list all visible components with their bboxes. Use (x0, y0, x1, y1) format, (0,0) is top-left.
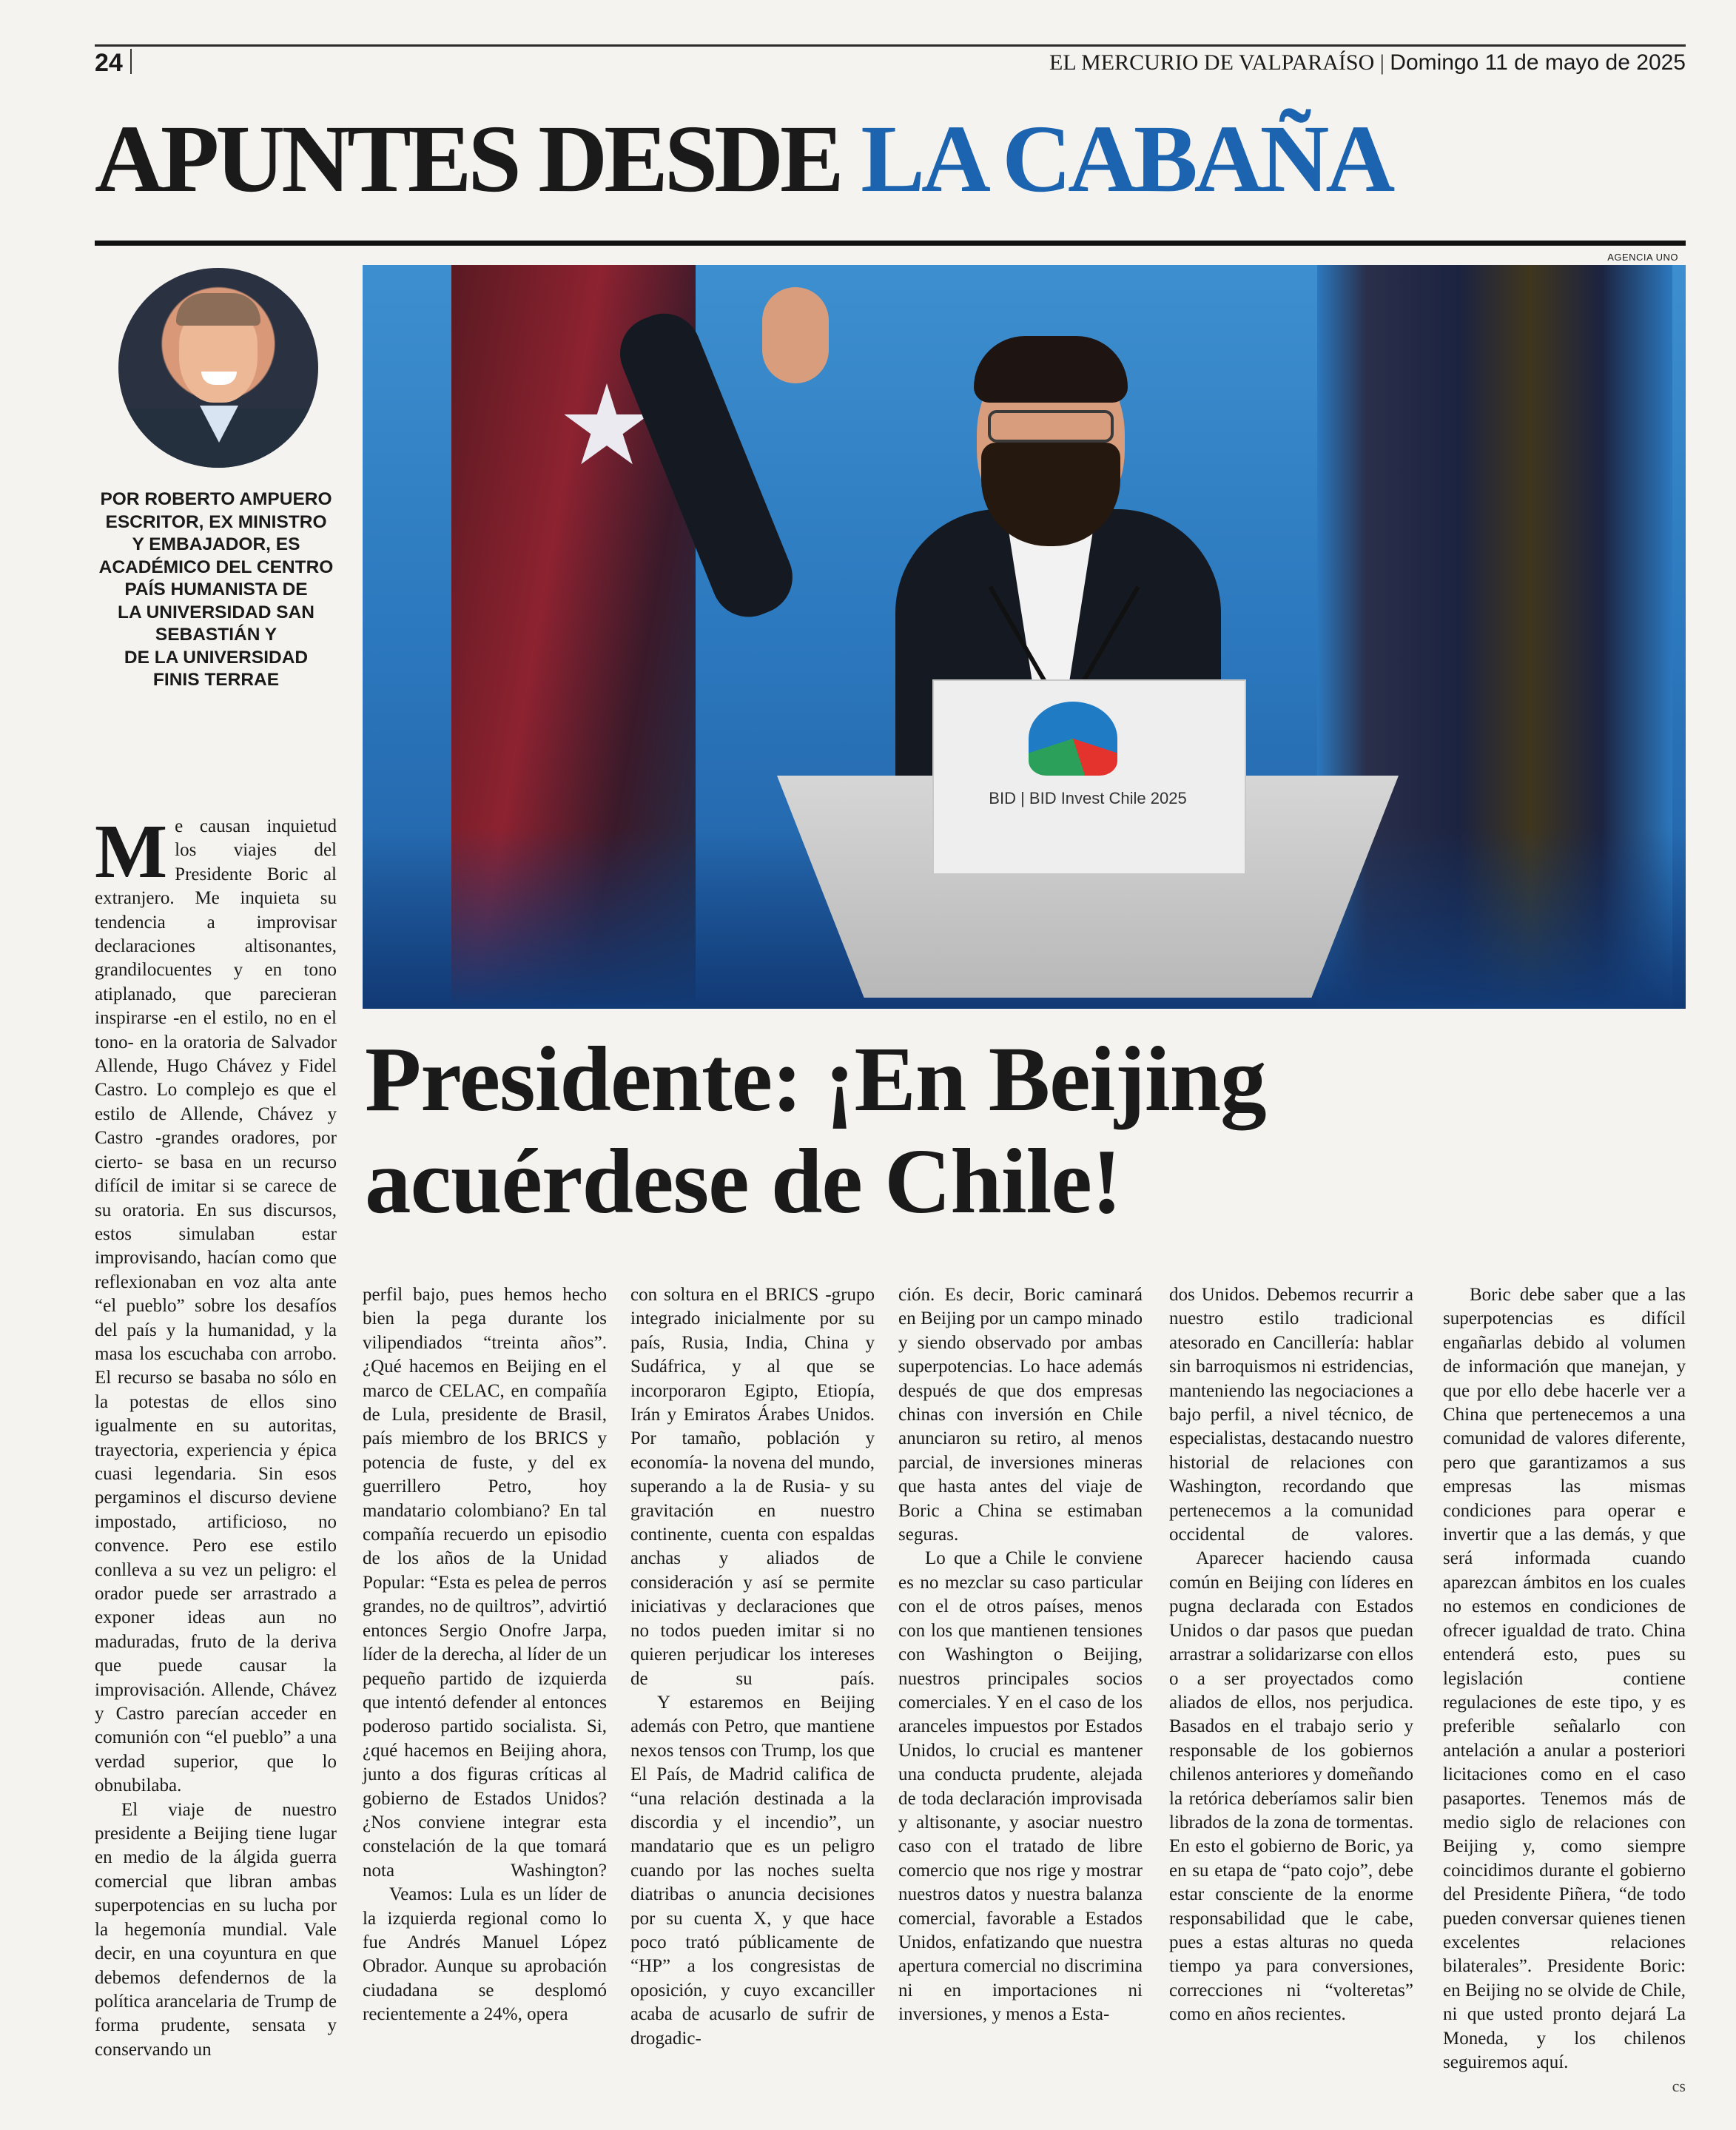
main-photo (363, 265, 1686, 1009)
headline (365, 1029, 1689, 1233)
article-paragraph: con soltura en el BRICS -grupo integrado inicialmente por su país, Rusia, India, China y Sudáfrica, y al que se incorporaron Egipto, Etiopía, Irán y Emiratos Árabes Unidos. Por tamaño, población y economía- la novena del mundo, superando a la de Rusia- y su gravitación en nuestro continente, cuenta con espaldas anchas y aliados de consideración y así se permite iniciativas y declaraciones que no todos pueden imitar si no quieren perjudicar los intereses de su país. (630, 1285, 875, 1689)
page-number-separator (130, 49, 132, 74)
section-rule (95, 241, 1686, 246)
article-paragraph: e causan inquietud los viajes del Presidente Boric al extranjero. Me inquieta su tendencia a improvisar declaraciones altisonantes, grandilocuentes y en tono atiplanado, que parecieran inspirarse -en el estilo, no en el tono- en la oratoria de Salvador Allende, Hugo Chávez y Fidel Castro. Lo complejo es que el estilo de Allende, Chávez y Castro -grandes oradores, por cierto- se basa en un recurso difícil de imitar si se carece de su oratoria. En sus discursos, estos simulaban estar improvisando, hacían como que reflexionaban en voz alta ante “el pueblo” sobre los desafíos del país y la humanidad, y la masa los escuchaba con arrobo. El recurso se basaba no sólo en la potestas de ellos sino igualmente en su autoritas, trayectoria, experiencia y épica cuasi legendaria. Sin esos pergaminos el discurso deviene impostado, artificioso, no convence. Pero ese estilo conlleva a su vez un peligro: el orador puede ser arrastrado a exponer ideas aun no maduradas, fruto de la deriva que puede causar la improvisación. Allende, Chávez y Castro parecían acceder en comunión con “el pueblo” a una verdad superior, que lo obnubilaba. (95, 816, 337, 1796)
section-title (95, 104, 1391, 215)
top-rule (95, 44, 1686, 47)
section-title-blue: LA CABAÑA (861, 106, 1392, 212)
article-paragraph: Boric debe saber que a las superpotencias es difícil engañarlas debido al volumen de información que manejan, y que por ello debe hacerle ver a China que pertenecemos a una comunidad de valores diferente, pero que garantizamos a sus empresas las mismas condiciones para operar e invertir que a las demás, y que será informada cuando aparezcan ámbitos en los cuales no estemos en condiciones de ofrecer igualdad de trato. China entenderá esto, pues su legislación contiene regulaciones de este tipo, y es preferible señalarlo con antelación a anular a posteriori licitaciones como en el caso pasaportes. Tenemos más de medio siglo de relaciones con Beijing y, como siempre coincidimos durante el gobierno del Presidente Piñera, “de todo pueden conversar quienes tienen excelentes relaciones bilaterales”. Presidente Boric: en Beijing no se olvide de Chile, ni que usted pronto dejará La Moneda, y los chilenos seguiremos aquí. (1443, 1285, 1686, 2072)
drop-cap: M (95, 809, 168, 894)
article-column-3 (630, 1283, 875, 2051)
article-paragraph: El viaje de nuestro presidente a Beijing tiene lugar en medio de la álgida guerra comercial que libran ambas superpotencias en su lucha por la hegemonía mundial. Vale decir, en una coyuntura en que debemos defendernos de la política arancelaria de Trump de forma prudente, sensata y conservando un (95, 1799, 337, 2060)
section-title-dark: APUNTES DESDE (95, 106, 841, 212)
article-paragraph: Veamos: Lula es un líder de la izquierda regional como lo fue Andrés Manuel López Obrador. Aunque su aprobación ciudadana se desplomó recientemente a 24%, opera (363, 1884, 607, 2025)
article-paragraph: ción. Es decir, Boric caminará en Beijing por un campo minado y siendo observado por ambas superpotencias. Lo hace además después de que dos empresas chinas con inversión en Chile anunciaron su retiro, al menos parcial, de inversiones mineras que hasta antes del viaje de Boric a China se estimaban seguras. (898, 1285, 1143, 1545)
byline-line: Y EMBAJADOR, ES (132, 534, 300, 554)
end-mark: cs (1672, 2077, 1686, 2096)
bid-logo-icon (1029, 702, 1117, 776)
byline-line: ACADÉMICO DEL CENTRO (98, 557, 334, 577)
byline-line: SEBASTIÁN Y (155, 625, 277, 645)
byline-line: LA UNIVERSIDAD SAN (118, 602, 314, 622)
headline-line-1: Presidente: ¡En Beijing (365, 1029, 1266, 1131)
article-column-2 (363, 1283, 607, 2027)
article-paragraph: Aparecer haciendo causa común en Beijing con líderes en pugna declarada con Estados Unidos o dar pasos que puedan arrastrar a solidarizarse con ellos o a ser proyectados como aliados de ellos, nos perjudica. Basados en el trabajo serio y responsable de los gobiernos chilenos anteriores y domeñando la retórica deberíamos salir bien librados de la zona de tormentas. En esto el gobierno de Boric, ya en su etapa de “pato cojo”, debe estar consciente de la enorme responsabilidad que le cabe, pues a estas alturas no queda tiempo ya para conversiones, correcciones ni “volteretas” como en años recientes. (1169, 1548, 1413, 2025)
article-column-6 (1443, 1283, 1686, 2099)
podium-text: BID | BID Invest Chile 2025 (989, 789, 1187, 807)
newspaper-name: EL MERCURIO DE VALPARAÍSO (1049, 50, 1375, 75)
author-photo (118, 268, 318, 468)
issue-date: Domingo 11 de mayo de 2025 (1390, 50, 1686, 75)
article-paragraph: dos Unidos. Debemos recurrir a nuestro estilo tradicional atesorado en Cancillería: hablar sin barroquismos ni estridencias, manteniendo las negociaciones a bajo perfil, a nivel técnico, de especialistas, destacando nuestro historial de relaciones con Washington, recordando que pertenecemos a la comunidad occidental de valores. (1169, 1285, 1413, 1545)
author-byline (95, 488, 337, 692)
article-paragraph: Lo que a Chile le conviene es no mezclar su caso particular con el de otros países, menos con los que mantienen tensiones con Washington o Beijing, nuestros principales socios comerciales. Y en el caso de los aranceles impuestos por Estados Unidos, lo crucial es mantener una conducta prudente, alejada de toda declaración improvisada y altisonante, y asociar nuestro caso con el tratado de libre comercio que nos rige y mostrar nuestros datos y nuestra balanza comercial, favorable a Estados Unidos, enfatizando que nuestra apertura comercial no discrimina ni en importaciones ni inversiones, y menos a Esta- (898, 1548, 1143, 2025)
article-paragraph: perfil bajo, pues hemos hecho bien la pega durante los vilipendiados “treinta años”. ¿Qué hacemos en Beijing en el marco de CELAC, en compañía de Lula, presidente de Brasil, país miembro de los BRICS y potencia de fuste, y del ex guerrillero Petro, hoy mandatario colombiano? En tal compañía recuerdo un episodio de los años de la Unidad Popular: “Esta es pelea de perros grandes, no de quiltros”, advirtió entonces Sergio Onofre Jarpa, líder de la derecha, al líder de un pequeño partido de izquierda que intentó defender al entonces poderoso partido socialista. Si, ¿qué hacemos en Beijing ahora, junto a dos figuras críticas al gobierno de Estados Unidos? ¿Nos conviene integrar esta constelación de la que tomará nota Washington? (363, 1285, 607, 1881)
byline-line: DE LA UNIVERSIDAD (124, 647, 309, 668)
article-column-4 (898, 1283, 1143, 2027)
masthead: EL MERCURIO DE VALPARAÍSO | Domingo 11 de mayo de 2025 (1049, 50, 1686, 75)
byline-line: FINIS TERRAE (152, 670, 280, 690)
byline-line: PAÍS HUMANISTA DE (124, 579, 308, 599)
article-column-1 (95, 809, 337, 2062)
photo-credit: AGENCIA UNO (1607, 252, 1678, 263)
headline-line-2: acuérdese de Chile! (365, 1131, 1122, 1233)
article-column-5 (1169, 1283, 1413, 2027)
page-number: 24 (95, 49, 123, 77)
byline-line: POR ROBERTO AMPUERO (100, 489, 332, 509)
byline-line: ESCRITOR, EX MINISTRO (105, 511, 327, 532)
article-paragraph: Y estaremos en Beijing además con Petro, que mantiene nexos tensos con Trump, los que El País, de Madrid califica de “una relación destinada a la discordia y el incendio”, un mandatario que es un peligro cuando por las noches suelta diatribas o anuncia decisiones por su cuenta X, y que hace poco trató públicamente de “HP” a los congresistas de oposición, y cuyo excanciller acaba de acusarlo de sufrir de drogadic- (630, 1692, 875, 2049)
